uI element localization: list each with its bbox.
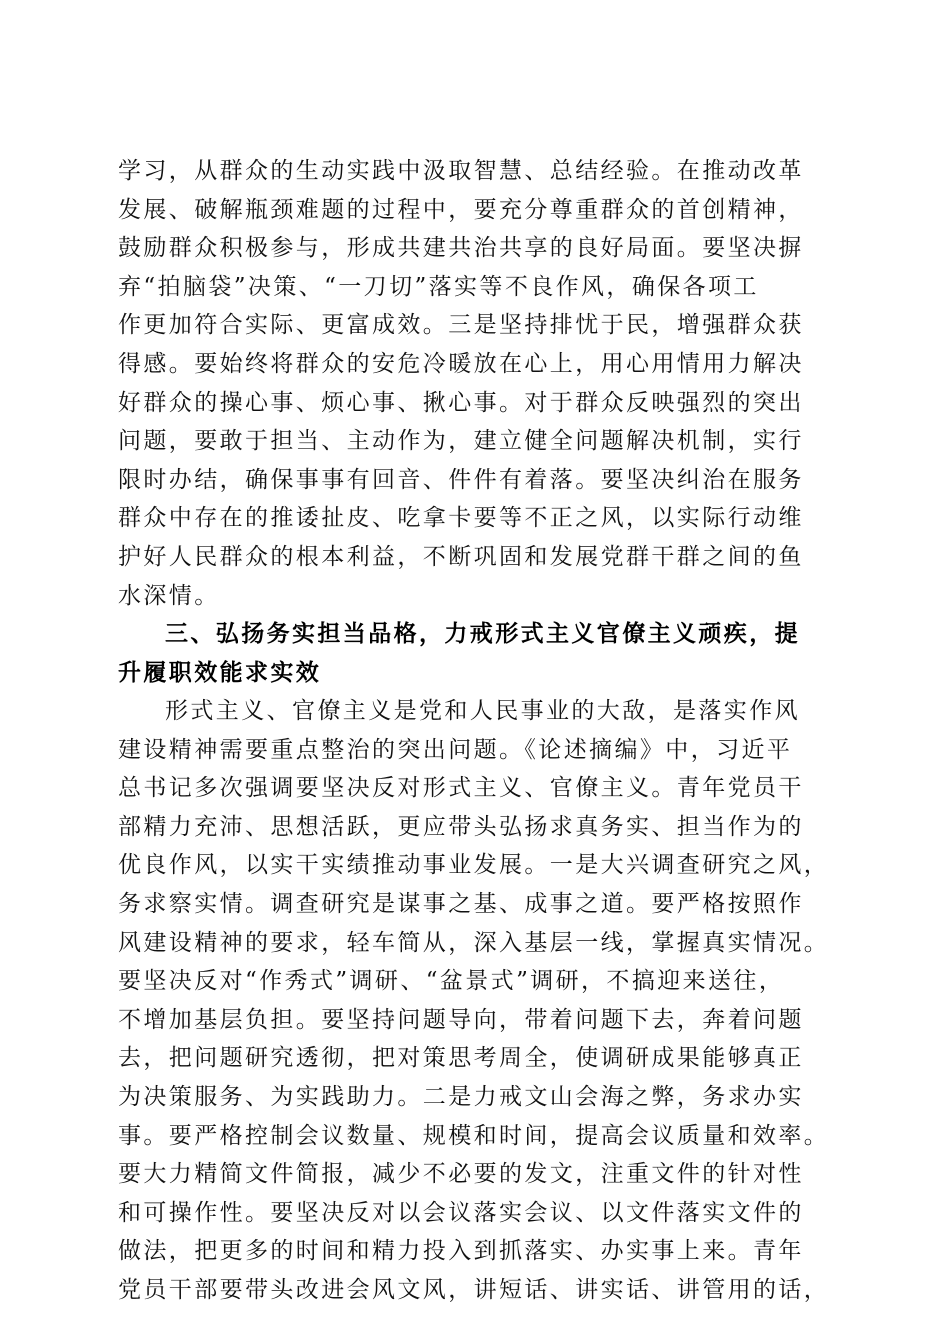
- text-line: 为决策服务、为实践助力。二是力戒文山会海之弊，务求办实: [118, 1083, 804, 1110]
- text-line: 好群众的操心事、烦心事、揪心事。对于群众反映强烈的突出: [118, 389, 804, 416]
- text-line: 限时办结，确保事事有回音、件件有着落。要坚决纠治在服务: [118, 466, 804, 493]
- section-heading: [118, 615, 834, 692]
- text-line: 水深情。: [118, 582, 220, 609]
- text-line: 得感。要始终将群众的安危冷暖放在心上，用心用情用力解决: [118, 350, 804, 377]
- paragraph-2: [118, 692, 834, 1310]
- text-line: 形式主义、官僚主义是党和人民事业的大敌，是落实作风: [165, 698, 800, 724]
- text-line: 事。要严格控制会议数量、规模和时间，提高会议质量和效率。: [118, 1122, 830, 1149]
- text-line: 要坚决反对“作秀式”调研、“盆景式”调研，不搞迎来送往，: [118, 968, 785, 995]
- text-line: 不增加基层负担。要坚持问题导向，带着问题下去，奔着问题: [118, 1006, 804, 1033]
- text-line: 群众中存在的推诿扯皮、吃拿卡要等不正之风，以实际行动维: [118, 505, 804, 532]
- text-line: 学习，从群众的生动实践中汲取智慧、总结经验。在推动改革: [118, 158, 804, 184]
- text-line: 风建设精神的要求，轻车简从，深入基层一线，掌握真实情况。: [118, 929, 830, 956]
- heading-line: 升履职效能求实效: [118, 659, 322, 686]
- text-line: 去，把问题研究透彻，把对策思考周全，使调研成果能够真正: [118, 1045, 804, 1072]
- text-line: 务求察实情。调查研究是谋事之基、成事之道。要严格按照作: [118, 890, 804, 917]
- text-line: 部精力充沛、思想活跃，更应带头弘扬求真务实、担当作为的: [118, 813, 804, 840]
- text-line: 总书记多次强调要坚决反对形式主义、官僚主义。青年党员干: [118, 775, 804, 802]
- text-line: 弃“拍脑袋”决策、“一刀切”落实等不良作风，确保各项工: [118, 273, 759, 300]
- text-line: 问题，要敢于担当、主动作为，建立健全问题解决机制，实行: [118, 428, 804, 455]
- text-line: 党员干部要带头改进会风文风，讲短话、讲实话、讲管用的话，: [118, 1276, 830, 1303]
- text-line: 优良作风，以实干实绩推动事业发展。一是大兴调查研究之风，: [118, 852, 830, 879]
- text-line: 建设精神需要重点整治的突出问题。《论述摘编》中，习近平: [118, 736, 793, 763]
- text-line: 发展、破解瓶颈难题的过程中，要充分尊重群众的首创精神，: [118, 196, 804, 223]
- text-line: 鼓励群众积极参与，形成共建共治共享的良好局面。要坚决摒: [118, 235, 804, 262]
- paragraph-1: [118, 152, 834, 615]
- text-line: 做法，把更多的时间和精力投入到抓落实、办实事上来。青年: [118, 1238, 804, 1265]
- text-line: 要大力精简文件简报，减少不必要的发文，注重文件的针对性: [118, 1161, 804, 1188]
- heading-line: 三、弘扬务实担当品格，力戒形式主义官僚主义顽疾，提: [165, 621, 800, 647]
- text-line: 和可操作性。要坚决反对以会议落实会议、以文件落实文件的: [118, 1199, 804, 1226]
- text-line: 护好人民群众的根本利益，不断巩固和发展党群干群之间的鱼: [118, 543, 804, 570]
- text-line: 作更加符合实际、更富成效。三是坚持排忧于民，增强群众获: [118, 312, 804, 339]
